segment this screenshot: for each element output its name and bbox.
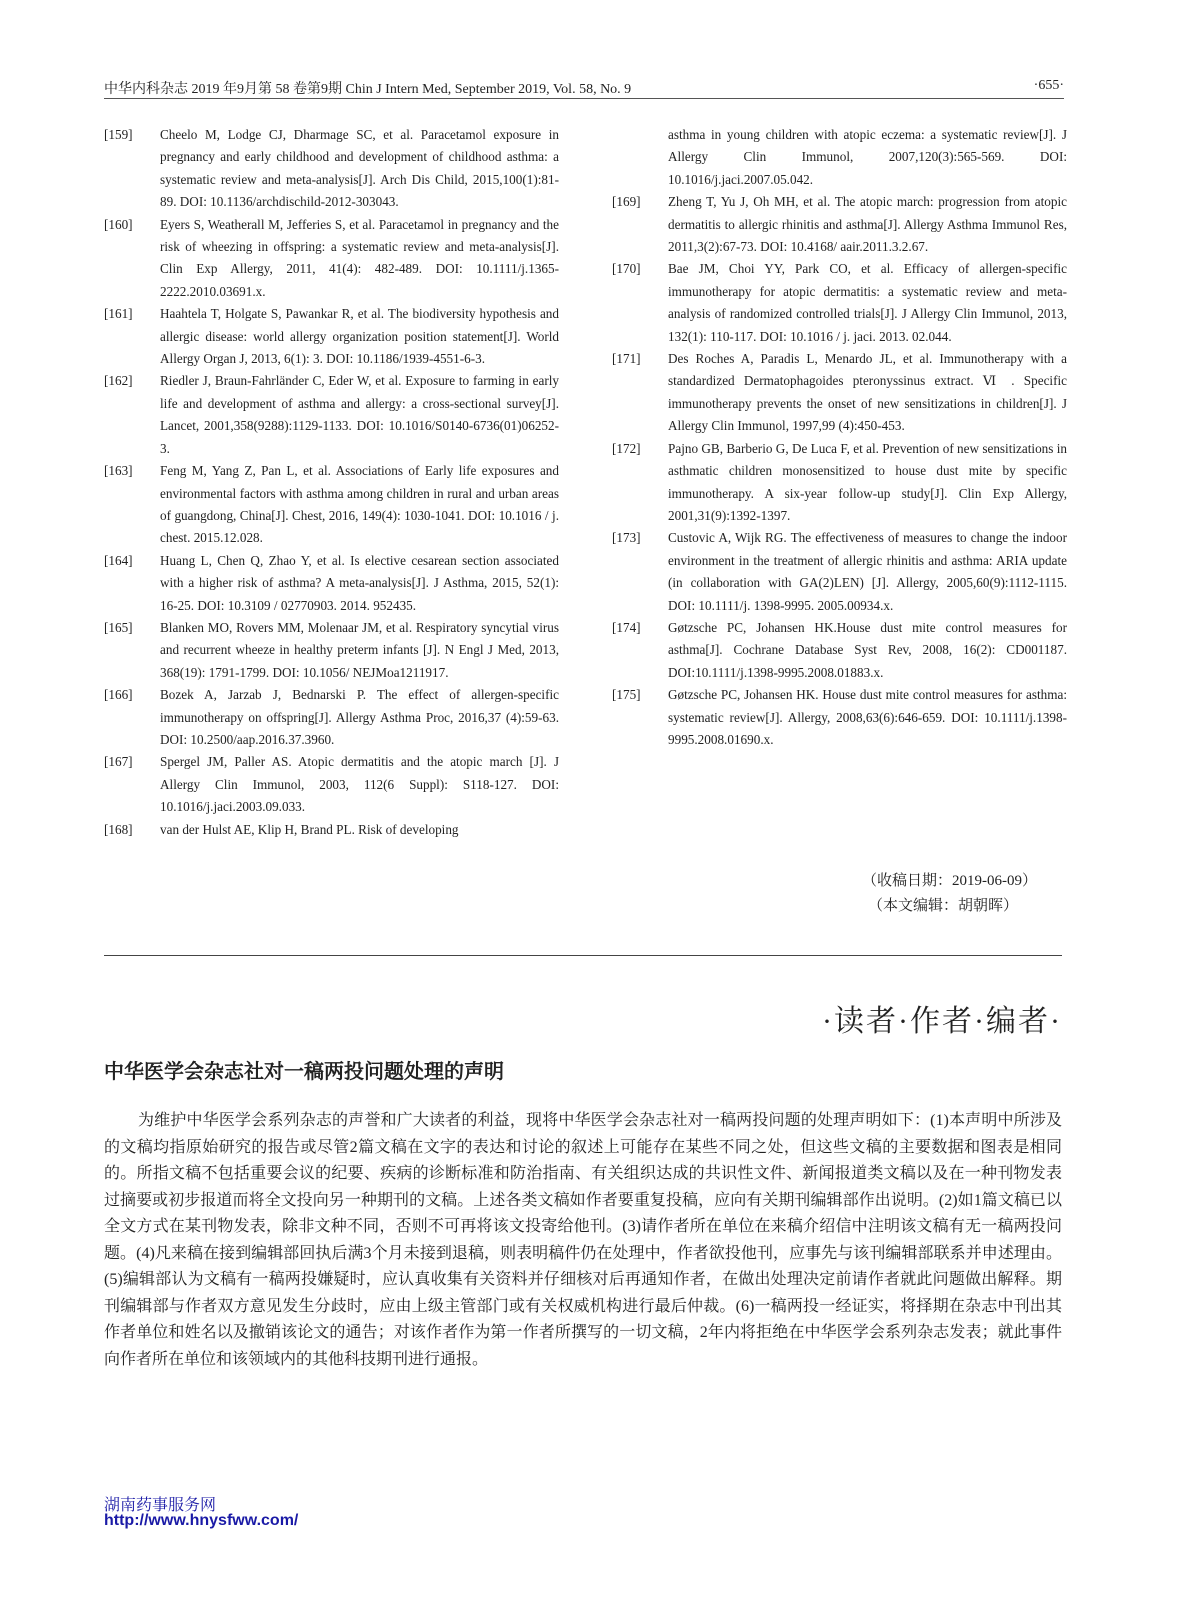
reference-item: [172] Pajno GB, Barberio G, De Luca F, et al. Prevention of new sensitizations in asthmatic children monosensitized to house dust mite by specific immunotherapy. A six-year follow-up study[J]. Clin Exp Allergy, 2001,31(9):1392-1397. [612, 440, 1067, 523]
notice-title: 中华医学会杂志社对一稿两投问题处理的声明 [104, 1059, 504, 1083]
reference-item: [164] Huang L, Chen Q, Zhao Y, et al. Is elective cesarean section associated with a higher risk of asthma? A meta-analysis[J]. J Asthma, 2015, 52(1): 16-25. DOI: 10.3109 / 02770903. 2014. 952435. [104, 552, 559, 613]
reference-item: [168] van der Hulst AE, Klip H, Brand PL. Risk of developing [104, 821, 459, 837]
reference-item: [167] Spergel JM, Paller AS. Atopic dermatitis and the atopic march [J]. J Allergy Clin Immunol, 2003, 112(6 Suppl): S118-127. DOI: 10.1016/j.jaci.2003.09.033. [104, 754, 559, 815]
notice-body: 为维护中华医学会系列杂志的声誉和广大读者的利益，现将中华医学会杂志社对一稿两投问题的处理声明如下：(1)本声明中所涉及的文稿均指原始研究的报告或尽管2篇文稿在文字的表达和讨论的叙述上可能存在某些不同之处，但这些文稿的主要数据和图表是相同的。所指文稿不包括重要会议的纪要、疾病的诊断标准和防治指南、有关组织达成的共识性文件、新闻报道类文稿以及在一种刊物发表过摘要或初步报道而将全文投向另一种期刊的文稿。上述各类文稿如作者要重复投稿，应向有关期刊编辑部作出说明。(2)如1篇文稿已以全文方式在某刊物发表，除非文种不同，否则不可再将该文投寄给他刊。(3)请作者所在单位在来稿介绍信中注明该文稿有无一稿两投问题。(4)凡来稿在接到编辑部回执后满3个月未接到退稿，则表明稿件仍在处理中，作者欲投他刊，应事先与该刊编辑部联系并申述理由。(5)编辑部认为文稿有一稿两投嫌疑时，应认真收集有关资料并仔细核对后再通知作者，在做出处理决定前请作者就此问题做出解释。期刊编辑部与作者双方意见发生分歧时，应由上级主管部门或有关权威机构进行最后仲裁。(6)一稿两投一经证实，将择期在杂志中刊出其作者单位和姓名以及撤销该论文的通告；对该作者作为第一作者所撰写的一切文稿，2年内将拒绝在中华医学会系列杂志发表；就此事件向作者所在单位和该领域内的其他科技期刊进行通报。 [104, 1112, 1062, 1368]
reference-item: [159] Cheelo M, Lodge CJ, Dharmage SC, et al. Paracetamol exposure in pregnancy and early childhood and development of childhood asthma: a systematic review and meta-analysis[J]. Arch Dis Child, 2015,100(1):81-89. DOI: 10.1136/archdischild-2012-303043. [104, 127, 559, 210]
reference-item: [165] Blanken MO, Rovers MM, Molenaar JM, et al. Respiratory syncytial virus and recurrent wheeze in healthy preterm infants [J]. N Engl J Med, 2013, 368(19): 1791-1799. DOI: 10.1056/ NEJMoa1211917. [104, 619, 559, 680]
reference-item: [174] Gøtzsche PC, Johansen HK.House dust mite control measures for asthma[J]. Cochrane Database Syst Rev, 2008, 16(2): CD001187. DOI:10.1111/j.1398-9995.2008.01883.x. [612, 619, 1067, 680]
journal-info: 中华内科杂志 2019 年9月第 58 卷第9期 Chin J Intern Med, September 2019, Vol. 58, No. 9 [104, 82, 632, 97]
reference-item: [173] Custovic A, Wijk RG. The effectiveness of measures to change the indoor environment in the treatment of allergic rhinitis and asthma: ARIA update (in collaboration with GA(2)LEN) [J]. Allergy, 2005,60(9):1112-1115. DOI: 10.1111/j. 1398-9995. 2005.00934.x. [612, 530, 1067, 613]
reference-item: [163] Feng M, Yang Z, Pan L, et al. Associations of Early life exposures and environmental factors with asthma among children in rural and urban areas of guangdong, China[J]. Chest, 2016, 149(4): 1030-1041. DOI: 10.1016 / j. chest. 2015.12.028. [104, 463, 559, 546]
received-date: （收稿日期：2019-06-09） [862, 873, 1037, 889]
reference-item: [171] Des Roches A, Paradis L, Menardo JL, et al. Immunotherapy with a standardized Dermatophagoides pteronyssinus extract. Ⅵ . Specific immunotherapy prevents the onset of new sensitizations in children[J]. J Allergy Clin Immunol, 1997,99 (4):450-453. [612, 351, 1067, 434]
running-header [104, 76, 1064, 99]
reference-item: [169] Zheng T, Yu J, Oh MH, et al. The atopic march: progression from atopic dermatitis to allergic rhinitis and asthma[J]. Allergy Asthma Immunol Res, 2011,3(2):67-73. DOI: 10.4168/ aair.2011.3.2.67. [612, 194, 1067, 255]
reference-item: [160] Eyers S, Weatherall M, Jefferies S, et al. Paracetamol in pregnancy and the risk of wheezing in offspring: a systematic review and meta-analysis[J]. Clin Exp Allergy, 2011, 41(4): 482-489. DOI: 10.1111/j.1365-2222.2010.03691.x. [104, 216, 559, 299]
page-number: ·655· [1033, 78, 1064, 93]
reference-item: [166] Bozek A, Jarzab J, Bednarski P. The effect of allergen-specific immunotherapy on offspring[J]. Allergy Asthma Proc, 2016,37 (4):59-63. DOI: 10.2500/aap.2016.37.3960. [104, 687, 559, 747]
footer-site-name: 湖南药事服务网 [104, 1497, 217, 1514]
footer-url-link[interactable]: http://www.hnysfww.com/ [104, 1512, 299, 1529]
reference-item: [161] Haahtela T, Holgate S, Pawankar R, et al. The biodiversity hypothesis and allergic disease: world allergy organization position statement[J]. World Allergy Organ J, 2013, 6(1): 3. DOI: 10.1186/1939-4551-6-3. [104, 306, 559, 367]
reference-item: [170] Bae JM, Choi YY, Park CO, et al. Efficacy of allergen-specific immunotherapy for atopic dermatitis: a systematic review and meta-analysis of randomized controlled trials[J]. J Allergy Clin Immunol, 2013, 132(1): 110-117. DOI: 10.1016 / j. jaci. 2013. 02.044. [612, 261, 1067, 344]
article-editor: （本文编辑：胡朝晖） [868, 898, 1019, 914]
reference-list-right [612, 124, 1067, 751]
section-tag: ·读者·作者·编者· [822, 1005, 1062, 1038]
reference-item: [175] Gøtzsche PC, Johansen HK. House dust mite control measures for asthma: systematic review[J]. Allergy, 2008,63(6):646-659. DOI: 10.1111/j.1398-9995.2008.01690.x. [612, 687, 1067, 747]
reference-item: [162] Riedler J, Braun-Fahrländer C, Eder W, et al. Exposure to farming in early life and development of asthma and allergy: a cross-sectional survey[J]. Lancet, 2001,358(9288):1129-1133. DOI: 10.1016/S0140-6736(01)06252-3. [104, 373, 559, 456]
section-divider [104, 955, 1062, 956]
reference-list-left [104, 124, 559, 841]
reference-continuation: asthma in young children with atopic eczema: a systematic review[J]. J Allergy Clin Immunol, 2007,120(3):565-569. DOI: 10.1016/j.jaci.2007.05.042. [668, 127, 1067, 187]
